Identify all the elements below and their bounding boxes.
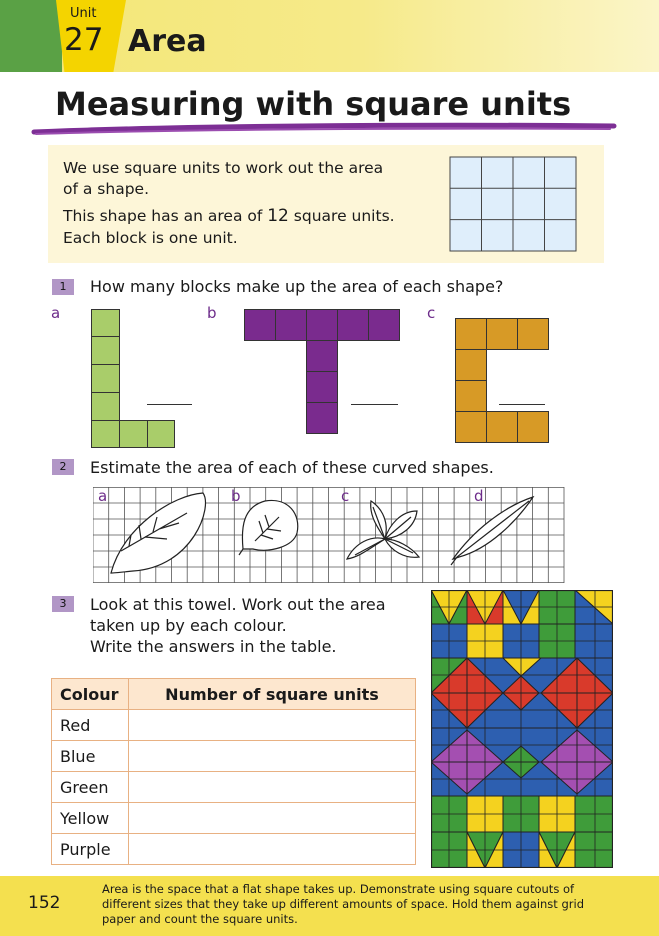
- shape-b-label: b: [207, 304, 217, 322]
- curve-c-label: c: [341, 487, 350, 505]
- header-green-block: [0, 0, 62, 72]
- answer-cell-purple[interactable]: [129, 834, 416, 865]
- shape-a-label: a: [51, 304, 61, 322]
- question-2-badge: 2: [52, 459, 74, 475]
- title-underline-swoosh: [30, 120, 620, 138]
- answer-cell-yellow[interactable]: [129, 803, 416, 834]
- table-row: [52, 741, 416, 772]
- question-2-text: Estimate the area of each of these curved shapes.: [90, 458, 494, 477]
- table-header-units: Number of square units: [129, 679, 416, 710]
- shape-c-label: c: [427, 304, 436, 322]
- question-3-badge: 3: [52, 596, 74, 612]
- question-3-line-2: taken up by each colour.: [90, 616, 287, 635]
- table-row: [52, 772, 416, 803]
- intro-line-1: We use square units to work out the area: [63, 159, 384, 177]
- intro-line-3: This shape has an area of 12 square units.: [63, 206, 395, 226]
- table-row: [52, 803, 416, 834]
- towel-illustration: [431, 590, 613, 868]
- curve-a-label: a: [98, 487, 108, 505]
- curve-d-label: d: [474, 487, 484, 505]
- unit-number: 27: [64, 22, 104, 58]
- table-row: [52, 710, 416, 741]
- answer-cell-green[interactable]: [129, 772, 416, 803]
- page-number: 152: [28, 893, 61, 913]
- curve-b-label: b: [231, 487, 241, 505]
- leaf-a-outline: [111, 493, 205, 573]
- question-1-badge: 1: [52, 279, 74, 295]
- curved-shapes-grid: [93, 487, 565, 583]
- row-label-yellow: Yellow: [52, 803, 129, 834]
- teacher-note: Area is the space that a flat shape takes up. Demonstrate using square cutouts of different sizes that they take up different amounts of space. Hold them against grid paper and count the square units.: [102, 882, 584, 926]
- unit-label: Unit: [70, 6, 97, 21]
- question-3-line-1: Look at this towel. Work out the area: [90, 595, 386, 614]
- example-grid-12-units: [449, 156, 577, 252]
- towel-colour-table: [51, 678, 416, 865]
- leaf-d-outline: [451, 497, 533, 565]
- question-1-text: How many blocks make up the area of each shape?: [90, 277, 504, 296]
- intro-line-2: of a shape.: [63, 180, 149, 198]
- row-label-green: Green: [52, 772, 129, 803]
- answer-line-a[interactable]: [147, 404, 192, 405]
- unit-title: Area: [128, 24, 207, 59]
- page-title: Measuring with square units: [55, 85, 572, 123]
- question-3-line-3: Write the answers in the table.: [90, 637, 337, 656]
- row-label-purple: Purple: [52, 834, 129, 865]
- answer-line-b[interactable]: [351, 404, 398, 405]
- row-label-blue: Blue: [52, 741, 129, 772]
- table-header-colour: Colour: [52, 679, 129, 710]
- answer-cell-blue[interactable]: [129, 741, 416, 772]
- leaf-b-outline: [239, 500, 298, 555]
- row-label-red: Red: [52, 710, 129, 741]
- area-value: 12: [267, 206, 289, 226]
- table-row: [52, 834, 416, 865]
- answer-cell-red[interactable]: [129, 710, 416, 741]
- leaf-c-outline: [347, 501, 419, 559]
- answer-line-c[interactable]: [499, 404, 545, 405]
- intro-line-4: Each block is one unit.: [63, 229, 238, 247]
